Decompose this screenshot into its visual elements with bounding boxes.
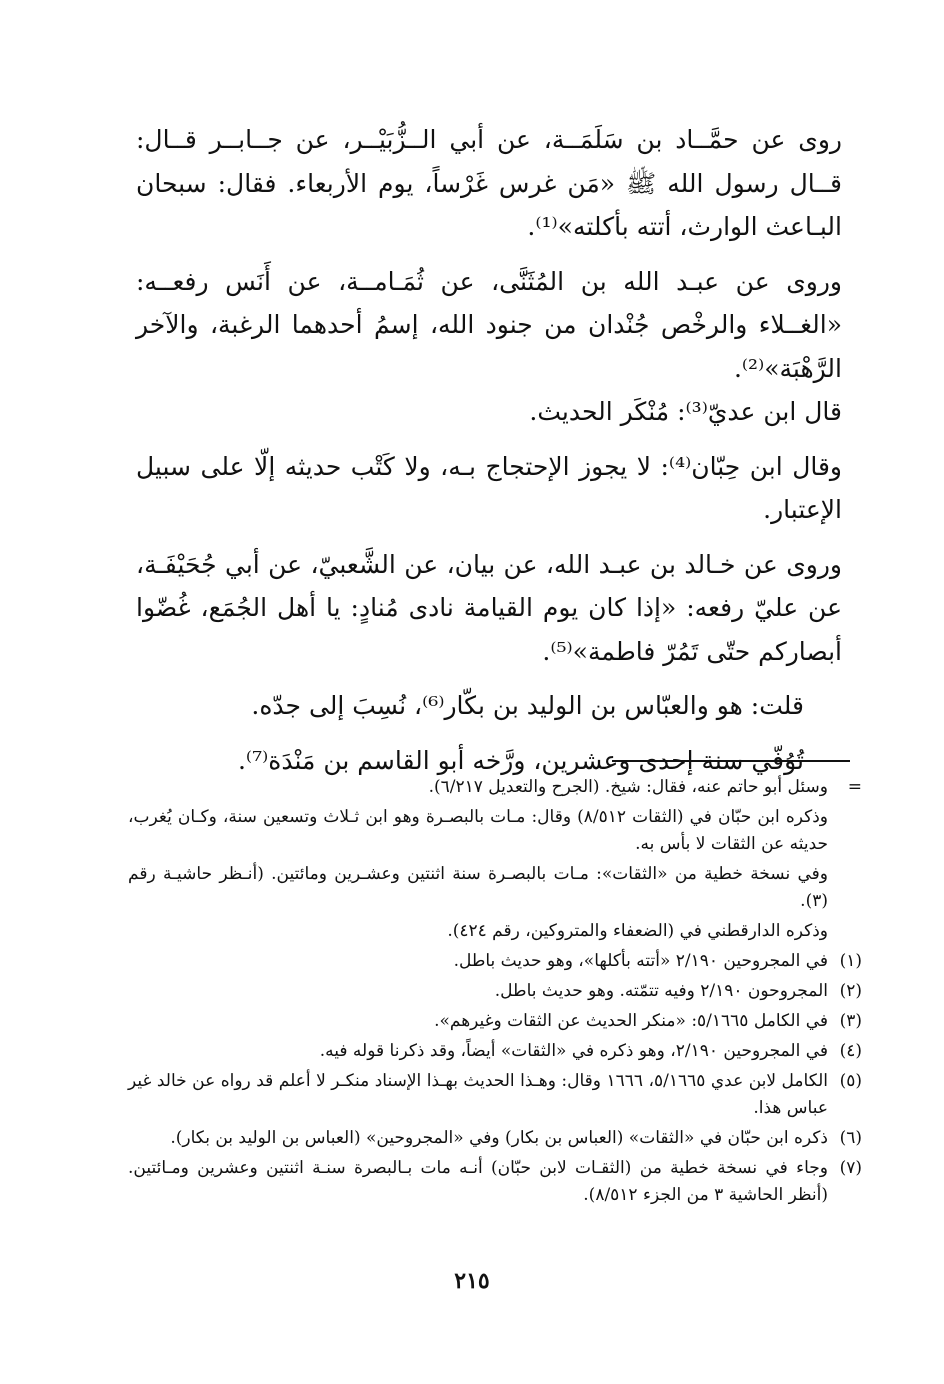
footnote-text: الكامل لابن عدي ٥/١٦٦٥، ١٦٦٦ وقال: وهـذا الحديث بهـذا الإسناد منكـر لا أعلم قد رواه عن خالد غير عباس هذا. bbox=[128, 1071, 828, 1118]
footnotes bbox=[128, 774, 862, 1212]
footnote-5 bbox=[128, 1068, 862, 1122]
footnote-text: في الكامل ٥/١٦٦٥: «منكر الحديث عن الثقات وغيرهم». bbox=[434, 1011, 828, 1031]
footnote-number: (٣) bbox=[839, 1011, 862, 1031]
paragraph-6-text: قلت: هو والعبّاس بن الوليد بن بكّار⁽⁶⁾، نُسِبَ إلى جدّه. bbox=[251, 691, 804, 720]
paragraph-3-text: قال ابن عديّ⁽³⁾: مُنْكَر الحديث. bbox=[529, 397, 842, 426]
footnote-text: المجروحون ٢/١٩٠ وفيه تتمّته. وهو حديث باطل. bbox=[494, 981, 828, 1001]
paragraph-4-text: وقال ابن حِبّان⁽⁴⁾: لا يجوز الإحتجاج بـه، ولا كَتْب حديثه إلّا على سبيل الإعتبار. bbox=[136, 451, 843, 524]
footnote-separator bbox=[612, 760, 850, 762]
paragraph-4 bbox=[136, 445, 862, 532]
footnote-text: وفي نسخة خطية من «الثقات»: مـات بالبصـرة سنة اثنتين وعشـرين ومائتين. (أنـظر حاشيـة رقم (٣). bbox=[128, 864, 828, 911]
paragraph-3 bbox=[136, 390, 862, 434]
footnote-text: في المجروحين ٢/١٩٠، وهو ذكره في «الثقات» أيضاً، وقد ذكرنا قوله فيه. bbox=[319, 1041, 828, 1061]
footnote-number: (٤) bbox=[839, 1041, 862, 1061]
footnote-continuation-2 bbox=[128, 804, 862, 858]
paragraph-1 bbox=[136, 118, 862, 249]
paragraph-6 bbox=[136, 684, 862, 728]
paragraph-2 bbox=[136, 260, 862, 391]
paragraph-5-text: وروى عن خـالد بن عبـد الله، عن بيان، عن الشَّعبيّ، عن أبي جُحَيْفَـة، عن عليّ رفعه: «إذا كان يوم القيامة نادى مُنادٍ: يا أهل الجُمَع، غُضّوا أبصاركم حتّى تَمُرّ فاطمة»⁽⁵⁾. bbox=[136, 549, 842, 666]
footnote-text: وذكره ابن حبّان في (الثقات ٨/٥١٢) وقال: مـات بالبصـرة وهو ابن ثـلاث وتسعين سنة، وكـان يُغرب، حديثه عن الثقات لا بأس به. bbox=[128, 807, 828, 854]
footnote-1 bbox=[128, 948, 862, 975]
footnote-7 bbox=[128, 1155, 862, 1209]
paragraph-1-text: روى عن حمَّــاد بن سَلَمَــة، عن أبي الــزُّبَيْــر، عن جــابــر قــال: قــال رسول الله ﷺ «مَن غرس غَرْساً، يوم الأربعاء. فقال: سبحان البـاعث الوارث، أتته بأكلته»⁽¹⁾. bbox=[136, 125, 842, 241]
footnote-continuation-4 bbox=[128, 918, 862, 945]
footnote-marker bbox=[828, 804, 862, 858]
footnote-number: (١) bbox=[839, 951, 862, 971]
footnote-text: في المجروحين ٢/١٩٠ «أتته بأكلها»، وهو حديث باطل. bbox=[453, 951, 828, 971]
footnote-text: ذكره ابن حبّان في «الثقات» (العباس بن بكار) وفي «المجروحين» (العباس بن الوليد بن بكار). bbox=[170, 1128, 828, 1148]
footnote-number: (٥) bbox=[839, 1071, 862, 1091]
footnote-number: (٦) bbox=[839, 1128, 862, 1148]
paragraph-2-text: وروى عن عبـد الله بن المُثَنَّى، عن ثُمَـامــة، عن أَنَس رفعــه: «الغــلاء والرخْص جُنْدان من جنود الله، إسمُ أحدهما الرغبة، والآخر الرَّهْبَة»⁽²⁾. bbox=[136, 266, 842, 383]
footnote-marker: = bbox=[847, 777, 862, 797]
main-text bbox=[136, 118, 862, 793]
footnote-continuation-3 bbox=[128, 861, 862, 915]
footnote-text: وذكره الدارقطني في (الضعفاء والمتروكين، رقم ٤٢٤). bbox=[447, 921, 828, 941]
footnote-text: وسئل أبو حاتم عنه، فقال: شيخ. (الجرح والتعديل ٦/٢١٧). bbox=[428, 777, 828, 797]
footnote-continuation-1 bbox=[128, 774, 862, 801]
footnote-number: (٧) bbox=[839, 1158, 862, 1178]
footnote-3 bbox=[128, 1008, 862, 1035]
paragraph-5 bbox=[136, 543, 862, 674]
footnote-4 bbox=[128, 1038, 862, 1065]
footnote-text: وجاء في نسخة خطية من (الثقـات لابن حبّان) أنـه مات بـالبصرة سنـة اثنتين وعشرين ومـائتين. (أنظر الحاشية ٣ من الجزء ٨/٥١٢). bbox=[128, 1158, 828, 1205]
paragraph-7-text: تُوُفّي سنة إحدى وعشرين، ورَّخه أبو القاسم بن مَنْدَة⁽⁷⁾. bbox=[237, 745, 804, 775]
page-number: ٢١٥ bbox=[454, 1268, 490, 1294]
footnote-2 bbox=[128, 978, 862, 1005]
footnote-6 bbox=[128, 1125, 862, 1152]
footnote-number: (٢) bbox=[839, 981, 862, 1001]
footnote-marker bbox=[828, 918, 862, 945]
footnote-marker bbox=[828, 861, 862, 915]
